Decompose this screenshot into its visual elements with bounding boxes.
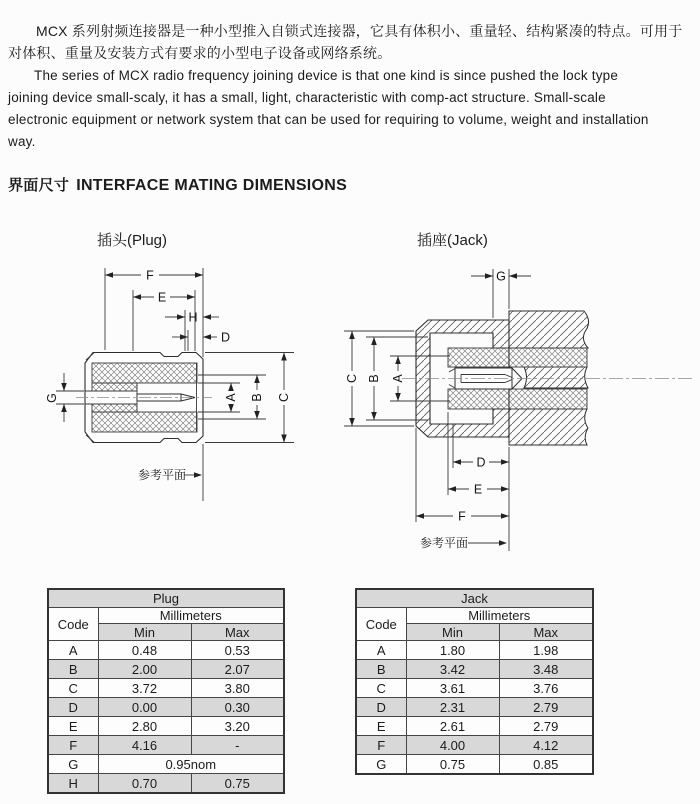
row-code: A [356, 641, 406, 660]
row-max: 3.20 [191, 717, 284, 736]
row-max: 2.79 [499, 717, 593, 736]
row-code: B [356, 660, 406, 679]
jack-reference-plane-label: 参考平面 [420, 536, 469, 550]
section-heading [8, 174, 347, 195]
jack-dim-label-g: G [496, 269, 506, 284]
plug-dim-label-f: F [146, 268, 154, 283]
plug-insulator-lower [92, 412, 197, 432]
table-row [356, 698, 593, 717]
jack-table-code-header: Code [356, 608, 406, 641]
table-row [356, 660, 593, 679]
row-max: 4.12 [499, 736, 593, 755]
row-min: 3.72 [98, 679, 191, 698]
row-max: 1.98 [499, 641, 593, 660]
row-max: 0.53 [191, 641, 284, 660]
table-row [356, 608, 593, 624]
jack-insulator-upper [448, 348, 587, 367]
plug-insulator-upper [92, 363, 197, 383]
row-max: 0.30 [191, 698, 284, 717]
jack-diagram-title: 插座(Jack) [417, 232, 488, 249]
plug-table-max-header: Max [191, 624, 284, 641]
table-row [356, 736, 593, 755]
row-code: A [48, 641, 98, 660]
jack-dim-label-f: F [458, 509, 466, 524]
table-row [48, 755, 284, 774]
jack-table-min-header: Min [406, 624, 499, 641]
table-row [48, 717, 284, 736]
row-nominal-value: 0.95nom [98, 755, 284, 774]
table-row [48, 589, 284, 608]
table-row [48, 679, 284, 698]
row-code: F [48, 736, 98, 755]
table-row [48, 698, 284, 717]
plug-dim-label-b: B [250, 393, 264, 402]
jack-dimension-table [355, 588, 594, 775]
jack-center-support [524, 367, 588, 388]
table-row [48, 641, 284, 660]
row-code: D [48, 698, 98, 717]
jack-table-title: Jack [356, 589, 593, 608]
intro-paragraph-chinese: MCX 系列射频连接器是一种小型推入自锁式连接器，它具有体积小、重量轻、结构紧凑的特点。可用于对体积、重量及安装方式有要求的小型电子设备或网络系统。 [8, 23, 683, 61]
row-min: 0.48 [98, 641, 191, 660]
row-min: 1.80 [406, 641, 499, 660]
plug-dim-label-c: C [277, 392, 291, 403]
table-row [356, 589, 593, 608]
row-code: G [48, 755, 98, 774]
plug-dim-label-h: H [188, 310, 198, 325]
row-code: F [356, 736, 406, 755]
row-min: 0.00 [98, 698, 191, 717]
row-code: G [356, 755, 406, 775]
row-min: 0.75 [406, 755, 499, 775]
jack-panel-upper [509, 311, 589, 348]
plug-cross-section-diagram [40, 255, 310, 505]
jack-dim-label-c: C [345, 373, 359, 384]
row-max: 2.79 [499, 698, 593, 717]
plug-diagram-title: 插头(Plug) [97, 232, 168, 249]
row-code: C [48, 679, 98, 698]
plug-dim-label-a: A [224, 393, 238, 402]
plug-table-code-header: Code [48, 608, 98, 641]
row-min: 2.80 [98, 717, 191, 736]
row-min: 4.00 [406, 736, 499, 755]
row-code: E [48, 717, 98, 736]
section-title-english: INTERFACE MATING DIMENSIONS [76, 177, 348, 194]
table-row [356, 717, 593, 736]
intro-paragraph-english: The series of MCX radio frequency joining device is that one kind is since pushed the lock type joining device small-scaly, it has a small, light, characteristic with comp-act structure. Small-scale electronic equipment or network system that can be used for requiring to volume, weight and installation way. [8, 67, 649, 149]
table-row [356, 755, 593, 775]
row-max: 3.48 [499, 660, 593, 679]
row-code: H [48, 774, 98, 794]
jack-dim-label-b: B [367, 374, 381, 383]
table-row [48, 736, 284, 755]
section-title-chinese: 界面尺寸 [8, 177, 70, 194]
jack-table-unit-header: Millimeters [406, 608, 593, 624]
table-row [356, 641, 593, 660]
row-max: 0.75 [191, 774, 284, 794]
row-min: 2.00 [98, 660, 191, 679]
row-min: 4.16 [98, 736, 191, 755]
jack-dim-label-a: A [391, 374, 405, 383]
plug-reference-plane-label: 参考平面 [138, 468, 187, 482]
jack-cross-section-diagram [340, 255, 700, 560]
jack-table-max-header: Max [499, 624, 593, 641]
table-row [356, 679, 593, 698]
row-code: D [356, 698, 406, 717]
jack-insulator-lower [448, 389, 587, 409]
jack-panel-lower [509, 409, 588, 445]
row-max: 0.85 [499, 755, 593, 775]
jack-dim-label-d: D [476, 455, 486, 470]
row-min: 2.31 [406, 698, 499, 717]
row-min: 2.61 [406, 717, 499, 736]
table-row [48, 774, 284, 794]
plug-dim-label-e: E [157, 290, 167, 305]
row-max: 3.80 [191, 679, 284, 698]
plug-dimension-table [47, 588, 285, 794]
row-code: B [48, 660, 98, 679]
row-max: 3.76 [499, 679, 593, 698]
plug-table-unit-header: Millimeters [98, 608, 284, 624]
row-max: - [191, 736, 284, 755]
row-min: 3.61 [406, 679, 499, 698]
row-code: C [356, 679, 406, 698]
plug-dim-label-g: G [45, 393, 59, 403]
row-min: 3.42 [406, 660, 499, 679]
table-row [48, 608, 284, 624]
row-code: E [356, 717, 406, 736]
table-row [48, 660, 284, 679]
plug-dim-label-d: D [221, 330, 231, 345]
row-max: 2.07 [191, 660, 284, 679]
plug-table-min-header: Min [98, 624, 191, 641]
jack-dim-label-e: E [473, 482, 483, 497]
row-min: 0.70 [98, 774, 191, 794]
plug-table-title: Plug [48, 589, 284, 608]
